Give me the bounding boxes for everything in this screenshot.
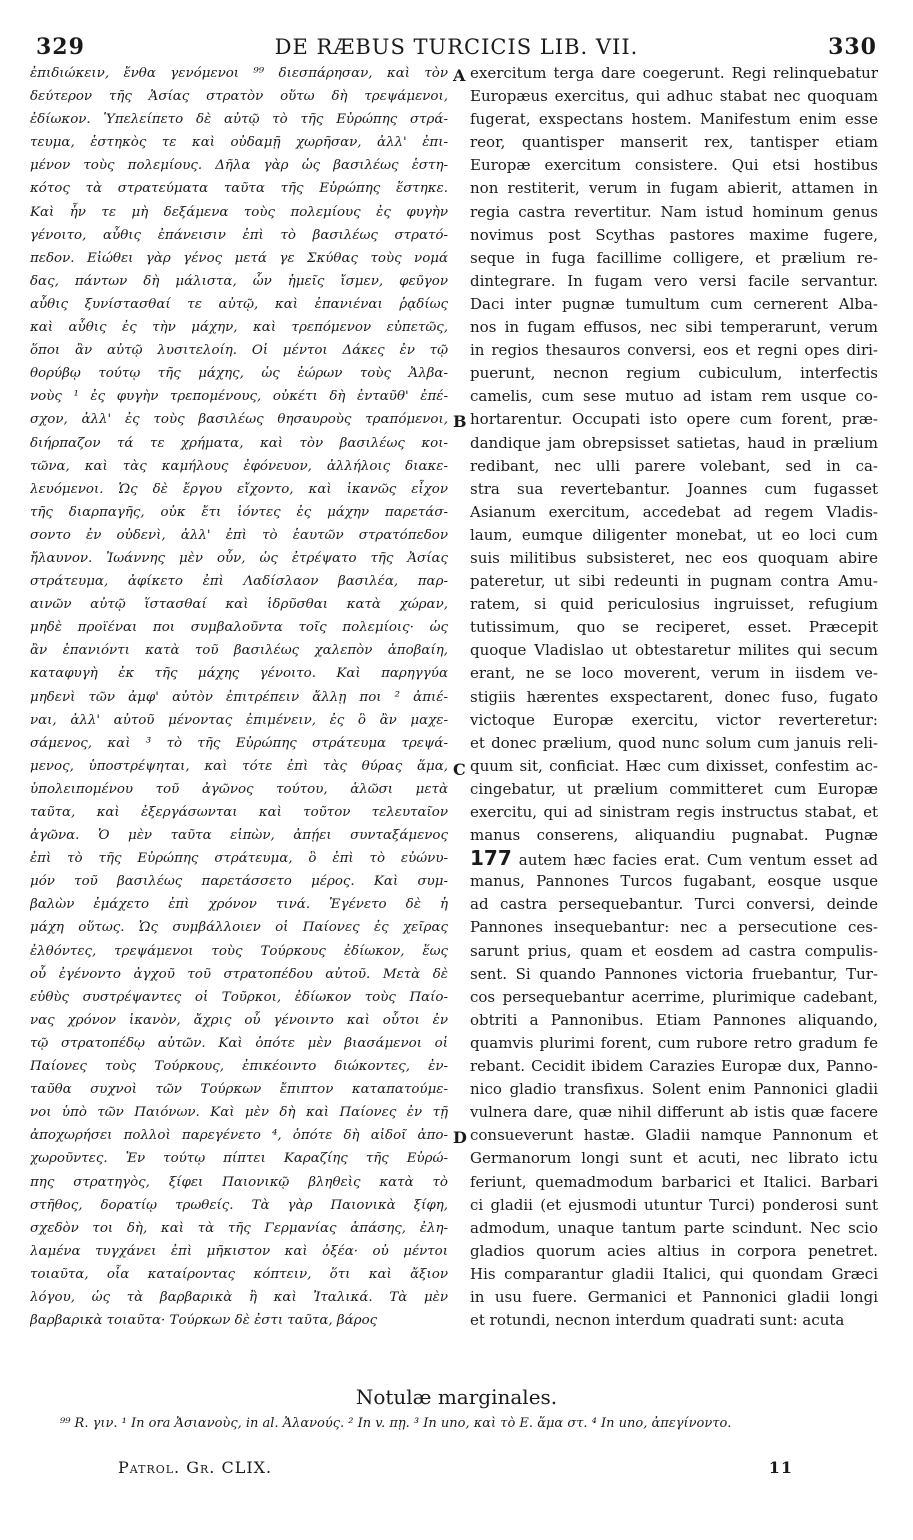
- running-title: DE RÆBUS TURCICIS LIB. VII.: [274, 35, 639, 59]
- latin-text-line: fugerat, exspectans hostem. Manifestum enim esse: [470, 110, 878, 129]
- latin-text-line: regia castra revertitur. Nam istud hominum genus: [470, 202, 878, 221]
- greek-text-line: ταῦθα συχνοὶ τῶν Τούρκων ἔπιπτον καταπατούμε-: [30, 1082, 448, 1098]
- latin-text-line: Europæus exercitus, qui adhuc stabat nec quoquam: [470, 87, 878, 106]
- greek-text-line: αὖθις ξυνίστασθαί τε αὐτῷ, καὶ ἐπανιέναι ῥᾳδίως: [30, 296, 448, 312]
- greek-text-line: καταφυγὴ ἐκ τῆς μάχης γένοιτο. Καὶ παρηγγύα: [30, 666, 448, 682]
- greek-text-line: μηδενὶ τῶν ἀμφ' αὐτὸν ἐπιτρέπειν ἄλλῃ ποι ² ἀπιέ-: [30, 689, 448, 705]
- greek-text-line: Παίονες τοὺς Τούρκους, ἐπικέοιντο διώκοντες, ἐν-: [30, 1059, 448, 1075]
- page-footer: [118, 1458, 793, 1482]
- greek-text-line: ἐπὶ τὸ τῆς Εὐρώπης στράτευμα, ὃ ἐπὶ τὸ εὐώνυ-: [30, 851, 448, 867]
- latin-text-line: pateretur, ut sibi redeunti in pugnam contra Amu-: [470, 572, 878, 591]
- latin-text-line: quamvis plurimi forent, cum rubore retro gradum fe: [470, 1033, 878, 1052]
- latin-text-line: manus, Pannones Turcos fugabant, eosque usque: [470, 872, 878, 891]
- latin-text-line: seque in fuga facillime colligere, et prælium re-: [470, 248, 878, 267]
- greek-text-line: μόν τοῦ βασιλέως παρετάσσετο μέρος. Καὶ συμ-: [30, 874, 448, 890]
- latin-text-line: quoque Vladislao ut obtestaretur milites qui secum: [470, 641, 878, 660]
- greek-text-line: τῷ στρατοπέδῳ αὐτῶν. Καὶ ὁπότε μὲν βιασάμενοι οἱ: [30, 1035, 448, 1051]
- latin-text-line: feriunt, quemadmodum barbarici et Italici. Barbari: [470, 1172, 878, 1191]
- greek-text-line: ἤλαυνον. Ἰωάννης μὲν οὖν, ὡς ἐτρέψατο τῆς Ἀσίας: [30, 550, 448, 566]
- latin-text-line: laum, eumque diligenter monebat, ut eo loci cum: [470, 525, 878, 544]
- latin-text-line: exercitu, qui ad sinistram regis instructus stabat, et: [470, 803, 878, 821]
- latin-text-line: His comparantur gladii Italici, qui quondam Græci: [470, 1264, 878, 1283]
- latin-text-line: consueverunt hastæ. Gladii namque Pannonum et: [470, 1126, 878, 1145]
- greek-text-line: δας, πάντων δὴ μάλιστα, ὧν ἡμεῖς ἴσμεν, φεῦγον: [30, 273, 448, 289]
- greek-text-line: βαρβαρικὰ τοιαῦτα· Τούρκων δὲ ἐστι ταῦτα, βάρος: [30, 1313, 378, 1329]
- latin-text-line: ad castra persequebantur. Turci conversi, deinde: [470, 895, 878, 914]
- greek-text-line: μάχη οὕτως. Ὡς συμβάλλοιεν οἱ Παίονες ἐς χεῖρας: [30, 920, 448, 936]
- greek-text-line: τευμα, ἑστηκὸς τε καὶ οὐδαμῇ χωρῆσαν, ἀλλ' ἐπι-: [30, 135, 448, 151]
- latin-text-line: stigiis hærentes exspectarent, donec fuso, fugato: [470, 687, 878, 706]
- latin-text-line: reor, quantisper manserit rex, tantisper etiam: [470, 133, 878, 152]
- latin-text-line: dandique jam obrepsisset satietas, haud in prælium: [470, 433, 878, 452]
- greek-text-line: δεύτερον τῆς Ἀσίας στρατὸν οὕτω δὴ τρεψάμενοι,: [30, 89, 448, 105]
- latin-text-line: et donec prælium, quod nunc solum cum januis reli-: [470, 733, 878, 752]
- greek-text-line: στράτευμα, ἀφίκετο ἐπὶ Λαδίσλαον βασιλέα, παρ-: [30, 574, 448, 590]
- notes-heading: Notulæ marginales.: [355, 1385, 558, 1409]
- latin-text-line: Asianum exercitum, accedebat ad regem Vladis-: [470, 502, 878, 521]
- greek-text-line: ἐδίωκον. Ὑπελείπετο δὲ αὐτῷ τὸ τῆς Εὐρώπης στρά-: [30, 112, 448, 128]
- greek-text-line: τῆς διαρπαγῆς, οὐκ ἔτι ἰόντες ἐς μάχην παρετάσ-: [30, 504, 448, 520]
- latin-text-line: vulnera dare, quæ nihil differunt ab istis quæ facere: [470, 1103, 878, 1122]
- greek-text-line: κότος τὰ στρατεύματα ταῦτα τῆς Εὐρώπης ἕστηκε.: [30, 181, 448, 197]
- latin-text-line: manus conserens, aliquandiu pugnabat. Pugnæ: [470, 826, 878, 845]
- latin-text-line: Pannones insequebantur: nec a persecutione ces-: [470, 918, 878, 937]
- greek-text-line: ναι, ἀλλ' αὐτοῦ μένοντας ἐπιμένειν, ἐς ὃ ἂν μαχε-: [30, 712, 448, 728]
- latin-text-line: nos in fugam effusos, nec sibi temperarunt, verum: [470, 318, 878, 337]
- latin-text-line: ratem, si quid periculosius ingruisset, refugium: [470, 595, 878, 614]
- greek-text-line: χωροῦντες. Ἐν τούτῳ πίπτει Καραζίης τῆς Εὐρώ-: [30, 1151, 448, 1167]
- latin-text-line: in regios thesauros conversi, eos et regni opes diri-: [470, 341, 878, 360]
- latin-text-line: quum sit, conficiat. Hæc cum dixisset, confestim ac-: [470, 756, 878, 775]
- section-marker-d: D: [453, 1128, 467, 1147]
- margin-column-number: 177: [470, 847, 512, 871]
- greek-text-line: πης στρατηγὸς, ξίφει Παιονικῷ βληθεὶς κατὰ τὸ: [30, 1174, 448, 1190]
- latin-text-line: in usu fuere. Germanici et Pannonici gladii longi: [470, 1287, 878, 1306]
- greek-text-line: διήρπαζον τά τε χρήματα, καὶ τὸν βασιλέως κοι-: [30, 435, 448, 451]
- greek-text-line: λευόμενοι. Ὡς δὲ ἔργου εἴχοντο, καὶ ἱκανῶς εἶχον: [30, 481, 448, 497]
- greek-column: [30, 62, 448, 1332]
- latin-text-line: sarunt prius, quam et eosdem ad castra compulis-: [470, 941, 878, 960]
- greek-text-line: λαμένα τυγχάνει ἐπὶ μῆκιστον καὶ ὀξέα· οὐ μέντοι: [30, 1243, 448, 1259]
- greek-text-line: ἀγῶνα. Ὁ μὲν ταῦτα εἰπὼν, ἀπῄει συνταξάμενος: [30, 828, 448, 844]
- latin-text-line: cingebatur, ut prælium committeret cum Europæ: [470, 779, 878, 798]
- greek-text-line: πεδον. Εἰώθει γὰρ γένος μετά γε Σκύθας τοὺς νομά: [30, 250, 448, 266]
- greek-text-line: μένον τοὺς πολεμίους. Δῆλα γὰρ ὡς βασιλέως ἑστη-: [30, 158, 448, 174]
- greek-text-line: καὶ αὖθις ἐς τὴν μάχην, καὶ τρεπόμενον εὐπετῶς,: [30, 320, 448, 336]
- section-marker-a: A: [453, 66, 466, 85]
- latin-text-line: Daci inter pugnæ tumultum cum cernerent Alba-: [470, 294, 878, 313]
- latin-text-line: rebant. Cecidit ibidem Carazies Europæ dux, Panno-: [470, 1057, 878, 1076]
- running-header: [30, 30, 883, 66]
- latin-text-line: Europæ exercitum consistere. Qui etsi hostibus: [470, 156, 878, 175]
- greek-text-line: ἐπιδιώκειν, ἔνθα γενόμενοι ⁹⁹ διεσπάρησαν, καὶ τὸν: [30, 66, 448, 81]
- latin-text-line: tutissimum, quo se reciperet, esset. Præcepit: [470, 618, 878, 637]
- footer-sheet-number: 11: [768, 1458, 793, 1477]
- footer-source: Patrol. Gr. CLIX.: [118, 1458, 273, 1477]
- greek-text-line: ταῦτα, καὶ ἐξεργάσωνται καὶ τοῦτον τελευταῖον: [30, 805, 448, 820]
- greek-text-line: ἀποχωρήσει πολλοὶ παρεγένετο ⁴, ὁπότε δὴ αἰδοῖ ἀπο-: [30, 1128, 448, 1144]
- latin-text-line: nico gladio transfixus. Solent enim Pannonici gladii: [470, 1080, 878, 1099]
- greek-text-line: λόγου, ὡς τὰ βαρβαρικὰ ἢ καὶ Ἰταλικά. Τὰ μὲν: [30, 1289, 448, 1305]
- greek-text-line: ἂν ἐπανιόντι κατὰ τοῦ βασιλέως χαλεπὸν ἀποβαίη,: [30, 643, 448, 659]
- greek-text-line: θορύβῳ τούτῳ τῆς μάχης, ὡς ἑώρων τοὺς Ἀλβα-: [30, 366, 448, 382]
- latin-text-line: puerunt, necnon regium cubiculum, interfectis: [470, 364, 878, 383]
- greek-text-line: αινῶν αὐτῷ ἵστασθαί καὶ ἱδρῦσθαι κατὰ χώραν,: [30, 597, 448, 613]
- greek-text-line: ὑπολειπομένου τοῦ ἀγῶνος τούτου, ἁλῶσι μετὰ: [30, 781, 448, 797]
- greek-text-line: τοιαῦτα, οἷα καταίροντας κόπτειν, ὅτι καὶ ἄξιον: [30, 1266, 448, 1282]
- latin-text-line: Germanorum longi sunt et acuti, nec librato ictu: [470, 1149, 878, 1168]
- greek-text-line: εὐθὺς συστρέψαντες οἱ Τοῦρκοι, ἐδίωκον τοὺς Παίο-: [30, 989, 448, 1005]
- latin-text-line: obtriti a Pannonibus. Etiam Pannones aliquando,: [470, 1010, 878, 1029]
- section-marker-c: C: [453, 760, 466, 779]
- latin-text-line: non restiterit, verum in fugam abierit, attamen in: [470, 179, 878, 198]
- page-number-left: 329: [36, 34, 85, 60]
- latin-text-line: camelis, cum sese mutuo ad istam rem usque co-: [470, 387, 878, 406]
- latin-text-line: cos persequebantur acerrime, plurimique cadebant,: [470, 987, 878, 1006]
- greek-text-line: σοντο ἐν οὐδενὶ, ἀλλ' ἐπὶ τὸ ἑαυτῶν στρατόπεδον: [30, 527, 448, 543]
- latin-text-line: sent. Si quando Pannones victoria fruebantur, Tur-: [470, 964, 878, 983]
- greek-text-line: γένοιτο, αὖθις ἐπάνεισιν ἐπὶ τὸ βασιλέως στρατό-: [30, 227, 448, 243]
- greek-text-line: ἐλθόντες, τρεψάμενοι τοὺς Τούρκους ἐδίωκον, ἕως: [30, 943, 448, 959]
- greek-text-line: σχον, ἀλλ' ἐς τοὺς βασιλέως θησαυροὺς τραπόμενοι,: [30, 412, 448, 428]
- latin-text-line: ci gladii (et ejusmodi utuntur Turci) ponderosi sunt: [470, 1195, 878, 1214]
- latin-text-line: dintegrare. In fugam vero versi facile servantur.: [470, 271, 878, 290]
- greek-text-line: Καὶ ἦν τε μὴ δεξάμενα τοὺς πολεμίους ἐς φυγὴν: [30, 204, 448, 220]
- greek-text-line: μενος, ὑποστρέψηται, καὶ τότε ἐπὶ τὰς θύρας ἅμα,: [30, 758, 448, 774]
- greek-text-line: βαλὼν ἐμάχετο ἐπὶ χρόνον τινά. Ἐγένετο δὲ ἡ: [30, 897, 448, 913]
- latin-text-line: stra sua revertebantur. Joannes cum fugasset: [470, 479, 878, 498]
- latin-text-line: redibant, nec ulli parere volebant, sed in ca-: [470, 456, 878, 475]
- greek-text-line: νοὺς ¹ ἐς φυγὴν τρεπομένους, οὐκέτι δὴ ἐνταῦθ' ἐπέ-: [30, 389, 448, 405]
- latin-text-line: gladios quorum acies altius in corpora penetret.: [470, 1241, 878, 1260]
- greek-text-line: οὗ ἐγένοντο ἀγχοῦ τοῦ στρατοπέδου αὐτοῦ. Μετὰ δὲ: [30, 966, 448, 982]
- latin-text-line: suis militibus subsisteret, nec eos quoquam abire: [470, 548, 878, 567]
- latin-text-line: victoque Europæ exercitu, victor reverteretur:: [470, 710, 878, 729]
- latin-text-line: admodum, unaque tantum parte scindunt. Nec scio: [470, 1218, 878, 1237]
- greek-text-line: σάμενος, καὶ ³ τὸ τῆς Εὐρώπης στράτευμα τρεψά-: [30, 735, 448, 751]
- latin-text-line: exercitum terga dare coegerunt. Regi relinquebatur: [470, 64, 878, 82]
- page-number-right: 330: [828, 34, 877, 60]
- latin-text-line: hortarentur. Occupati isto opere cum forent, præ-: [470, 410, 878, 429]
- greek-text-line: νας χρόνον ἱκανὸν, ἄχρις οὗ γένοιντο καὶ οὗτοι ἐν: [30, 1012, 448, 1028]
- greek-text-line: ὅποι ἂν αὐτῷ λυσιτελοίη. Οἱ μέντοι Δάκες ἐν τῷ: [30, 343, 448, 359]
- greek-text-line: σχεδὸν τοι δὴ, καὶ τὰ τῆς Γερμανίας ἁπάσης, ἐλη-: [30, 1220, 448, 1236]
- greek-text-line: μηδὲ προϊέναι ποι συμβαλοῦντα τοῖς πολεμίοις· ὡς: [30, 620, 448, 636]
- section-marker-b: B: [453, 412, 467, 431]
- latin-text-line: et rotundi, necnon interdum quadrati sunt: acuta: [470, 1311, 845, 1330]
- greek-text-line: νοι ὑπὸ τῶν Παιόνων. Καὶ μὲν δὴ καὶ Παίονες ἐν τῇ: [30, 1105, 448, 1121]
- latin-text-line: novimus post Scythas pastores maxime fugere,: [470, 225, 878, 244]
- marginal-notes: ⁹⁹ R. γιν. ¹ In ora Ἀσιανοὺς, in al. Ἀλανούς. ² In v. πῃ. ³ In uno, καὶ τὸ Ε. ἅμα στ. ⁴ In uno, ἀπεγίνοντο.: [60, 1416, 732, 1431]
- greek-text-line: στῆθος, δορατίῳ τρωθείς. Τὰ γὰρ Παιονικὰ ξίφη,: [30, 1197, 448, 1213]
- latin-text-line: 177 autem hæc facies erat. Cum ventum esset ad: [470, 847, 878, 871]
- greek-text-line: τῶνα, καὶ τὰς καμήλους ἐφόνευον, ἀλλήλοις διακε-: [30, 458, 448, 474]
- latin-column: [470, 62, 878, 1332]
- latin-text-line: erant, ne se loco moverent, verum in iisdem ve-: [470, 664, 878, 683]
